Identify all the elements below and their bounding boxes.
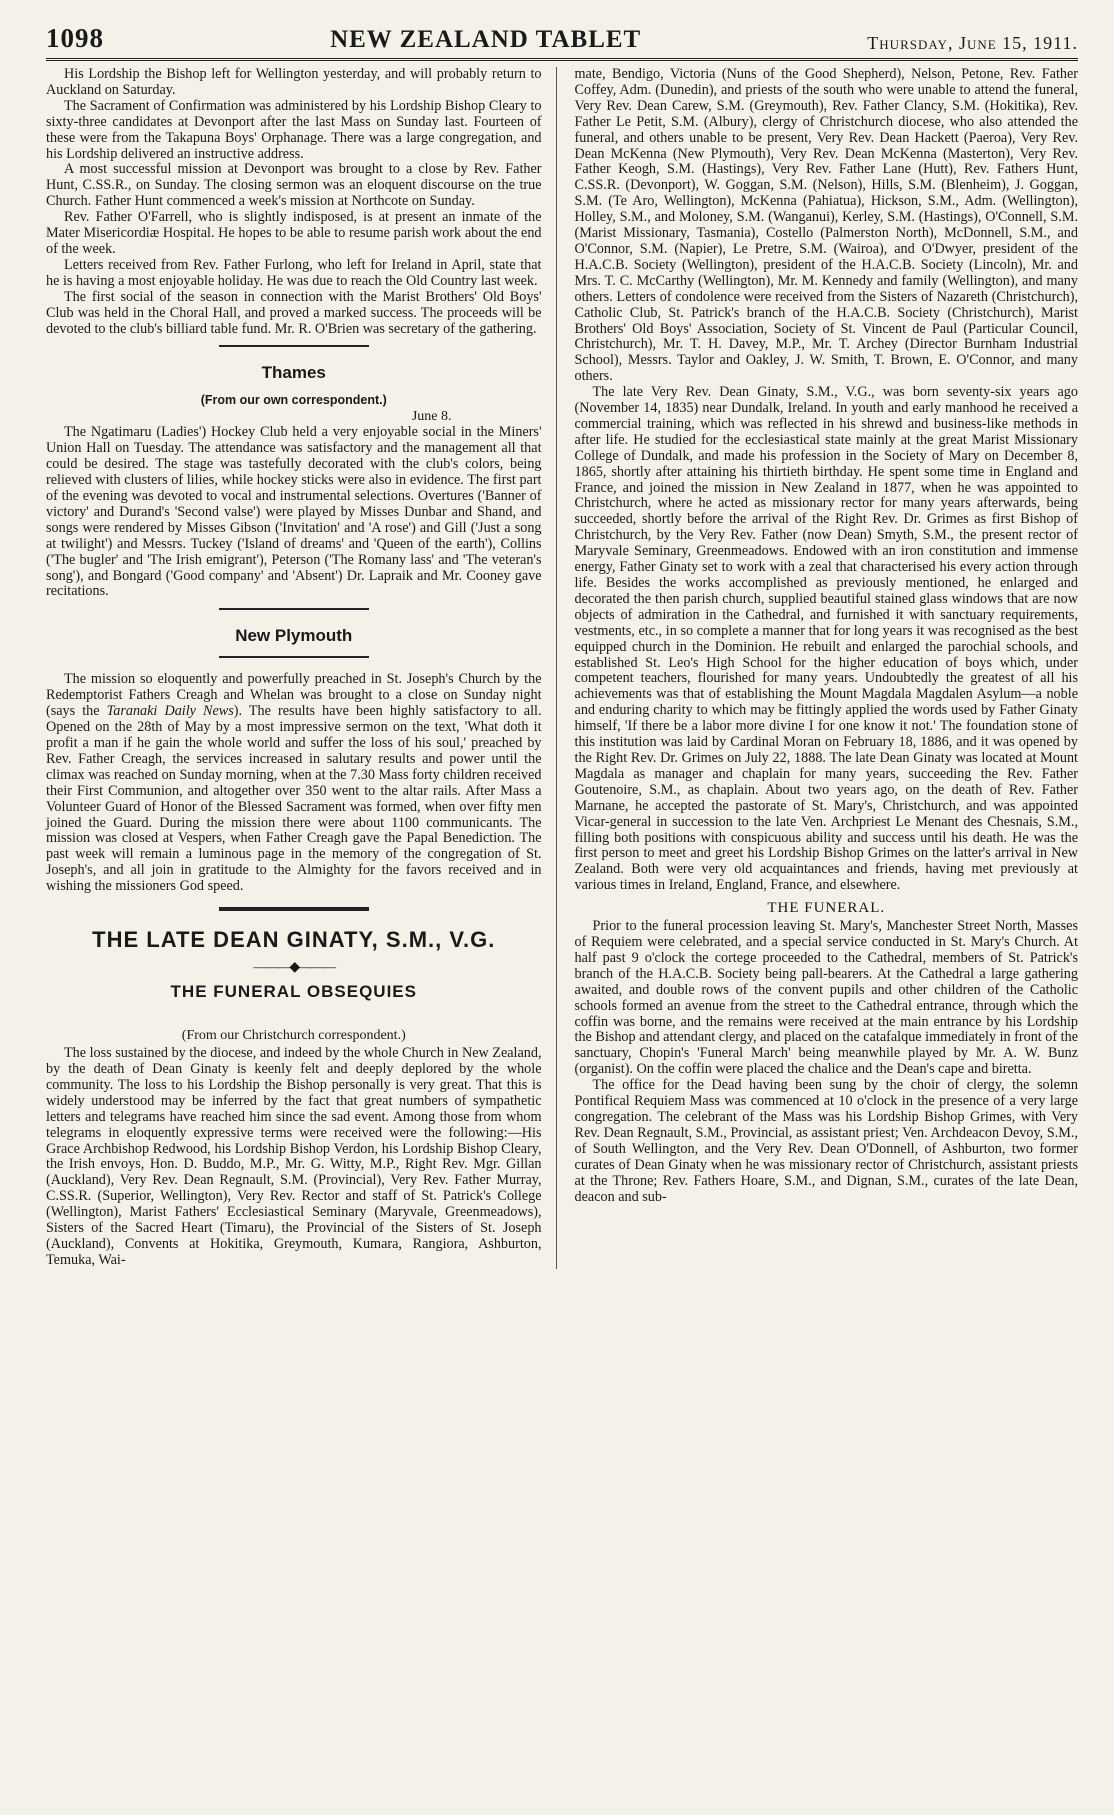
paragraph: Prior to the funeral procession leaving St. Mary's, Manchester Street North, Masses of Requiem were celebrated, and a special service conducted in St. Mary's Church. At half past 9 o'clock the cortege proceeded to the Cathedral, members of St. Patrick's branch of the H.A.C.B. Society being pall-bearers. At the Cathedral a large gathering awaited, and double rows of the convent pupils and other children of the Catholic schools formed an avenue from the street to the Cathedral entrance, through which the coffin was borne, and the remains were received at the main entrance by his Lordship the Bishop and attendant clergy, and placed on the catafalque immediately in front of the sanctuary, Chopin's 'Funeral March' being meanwhile played by Mr. A. W. Bunz (organist). On the coffin were placed the chalice and the Dean's cape and biretta. bbox=[574, 918, 1078, 1078]
masthead bbox=[46, 20, 1078, 61]
subheading-funeral: THE FUNERAL. bbox=[767, 900, 886, 917]
paragraph: mate, Bendigo, Victoria (Nuns of the Good Shepherd), Nelson, Petone, Rev. Father Coffey, Adm. (Dunedin), and priests of the south who were unable to attend the funeral, Very Rev. Dean Carew, S.M. (Greymouth), Rev. Father Clancy, S.M. (Hokitika), Rev. Father Le Petit, S.M. (Albury), clergy of Christchurch diocese, who also attended the funeral, and others unable to be present, Very Rev. Dean Hackett (Paeroa), Very Rev. Dean McKenna (New Plymouth), Very Rev. Dean McKenna (Masterton), Very Rev. Father Keogh, S.M. (Hastings), Very Rev. Father Lane (Hutt), Rev. Fathers Hunt, C.SS.R. (Devonport), W. Goggan, S.M. (Nelson), Hills, S.M. (Blenheim), J. Goggan, S.M. (Te Aro, Wellington), McKenna (Pahiatua), Hickson, S.M., Adm. (Wellington), Holley, S.M., and Moloney, S.M. (Wanganui), Kerley, S.M. (Hastings), O'Connell, S.M. (Marist Missionary, Tasmania), Costello (Palmerston North), McDonnell, S.M., and O'Connor, S.M. (Napier), Le Pretre, S.M. (Wairoa), and O'Dwyer, president of the H.A.C.B. Society (Wellington), president of the H.A.C.B. Society (Lincoln), Mr. and Mrs. T. C. McCarthy (Wellington), Mr. M. Kennedy and family (Wellington), and many others. Letters of condolence were received from the Sisters of Nazareth (Christchurch), Catholic Club, St. Patrick's branch of the H.A.C.B. Society (Christchurch), Marist Brothers' Old Boys' Association, Society of St. Vincent de Paul (Particular Council, Christchurch), Mr. T. H. Davey, M.P., Mr. T. Archey (Director Burnham Industrial School), Messrs. Taylor and Oakley, J. W. Smith, T. Brown, E. O'Connor, and many others. bbox=[574, 66, 1078, 385]
page-number: 1098 bbox=[46, 23, 104, 53]
columns bbox=[46, 67, 1078, 1269]
left-column bbox=[46, 67, 557, 1269]
paragraph: A most successful mission at Devonport was brought to a close by Rev. Father Hunt, C.SS.R., on Sunday. The closing sermon was an eloquent discourse on the true Church. Father Hunt commenced a week's mission at Northcote on Sunday. bbox=[46, 161, 542, 210]
newspaper-title: NEW ZEALAND TABLET bbox=[330, 26, 642, 53]
right-column bbox=[575, 67, 1078, 1269]
paragraph: The first social of the season in connection with the Marist Brothers' Old Boys' Club was held in the Choral Hall, and proved a marked success. The proceeds will be devoted to the club's billiard table fund. Mr. R. O'Brien was secretary of the gathering. bbox=[46, 288, 542, 337]
section-heading-new-plymouth: New Plymouth bbox=[235, 626, 353, 646]
paragraph: Rev. Father O'Farrell, who is slightly indisposed, is at present an inmate of the Mater Misericordiæ Hospital. He hopes to be able to resume parish work about the end of the week. bbox=[46, 209, 542, 257]
paragraph: The mission so eloquently and powerfully preached in St. Joseph's Church by the Redemptorist Fathers Creagh and Whelan was brought to a close on Sunday night (says the Taranaki Daily News). The results have been highly satisfactory to all. Opened on the 28th of May by a most impressive sermon on the text, 'What doth it profit a man if he gain the whole world and suffer the loss of his soul,' preached by Rev. Father Creagh, the services increased in salutary results and power until the climax was reached on Sunday morning, when at the 7.30 Mass forty children received their First Communion, and altogether over 350 went to the altar rails. After Mass a Volunteer Guard of Honor of the Blessed Sacrament was formed, when over fifty men joined the Guard. During the mission there were about 1100 communicants. The mission was closed at Vespers, when Father Creagh gave the Papal Benediction. The past week will remain a luminous page in the memory of the congregation of St. Joseph's, and all join in gratitude to the Almighty for the favors received and in wishing the missioners God speed. bbox=[46, 671, 542, 895]
article-title: THE LATE DEAN GINATY, S.M., V.G. bbox=[92, 927, 496, 953]
paragraph: The Ngatimaru (Ladies') Hockey Club held a very enjoyable social in the Miners' Union Hall on Tuesday. The attendance was satisfactory and the management all that could be desired. The stage was tastefully decorated with the club's colors, being relieved with clusters of lilies, while hockey sticks were also in evidence. The first part of the evening was devoted to vocal and instrumental selections. Overtures ('Banner of victory' and Durand's 'Second valse') were played by Misses Dunbar and Shand, and songs were rendered by Misses Gibson ('Invitation' and 'A rose') and Gill ('Just a song at twilight') and Messrs. Tuckey ('Island of dreams' and 'Queen of the earth'), Collins ('The bugler' and 'The Irish emigrant'), Peterson ('The Romany lass' and 'The veteran's song'), and Bongard ('Good company' and 'Absent') Dr. Lapraik and Mr. Cooney gave recitations. bbox=[46, 424, 542, 600]
paragraph: The office for the Dead having been sung by the choir of clergy, the solemn Pontifical Requiem Mass was commenced at 10 o'clock in the presence of a very large congregation. The celebrant of the Mass was his Lordship Bishop Grimes, with Very Rev. Dean Regnault, S.M., Provincial, as assistant priest; Ven. Archdeacon Devoy, S.M., of South Wellington, and the Very Rev. Dean O'Donnell, of Ashburton, two former curates of Dean Ginaty when he was missionary rector of Christchurch, assistant priests at the Throne; Rev. Fathers Hoare, S.M., and Dignan, S.M., curates of the late Dean, deacon and sub- bbox=[574, 1077, 1078, 1205]
paragraph: The loss sustained by the diocese, and indeed by the whole Church in New Zealand, by the death of Dean Ginaty is keenly felt and deeply deplored by the whole community. The loss to his Lordship the Bishop personally is very great. That this is widely understood may be inferred by the fact that great numbers of sympathetic letters and telegrams have reached him since the sad event. Among those from whom telegrams in eloquently expressive terms were received were the following:—His Grace Archbishop Redwood, his Lordship Bishop Verdon, his Lordship Bishop Cleary, the Irish envoys, Hon. D. Buddo, M.P., Mr. G. Witty, M.P., Right Rev. Mgr. Gillan (Auckland), Very Rev. Dean Regnault, S.M. (Provincial), Very Rev. Father Murray, C.SS.R. (Superior, Wellington), Very Rev. Rector and staff of St. Patrick's College (Wellington), Marist Fathers' Ecclesiastical Seminary (Maryvale, Greenmeadows), Sisters of the Sacred Heart (Timaru), the Provincial of the Sisters of St. Joseph (Auckland), Convents at Hokitika, Greymouth, Kumara, Rangiora, Ashburton, Temuka, Wai- bbox=[46, 1045, 542, 1268]
correspondent-line: (From our own correspondent.) bbox=[200, 393, 387, 408]
issue-date: Thursday, June 15, 1911. bbox=[867, 33, 1078, 53]
dateline: June 8. bbox=[411, 409, 452, 425]
section-divider bbox=[219, 345, 369, 347]
newspaper-name: Taranaki Daily News bbox=[106, 703, 234, 720]
section-heading-thames: Thames bbox=[261, 363, 326, 383]
paragraph: The Sacrament of Confirmation was administered by his Lordship Bishop Cleary to sixty-three candidates at Devonport after the last Mass on Sunday last. Fourteen of these were from the Takapuna Boys' Orphanage. There was a large congregation, and his Lordship delivered an instructive address. bbox=[46, 97, 542, 162]
article-divider bbox=[219, 907, 369, 911]
article-subtitle: THE FUNERAL OBSEQUIES bbox=[170, 982, 417, 1002]
correspondent-line: (From our Christchurch correspondent.) bbox=[181, 1028, 406, 1044]
paragraph: The late Very Rev. Dean Ginaty, S.M., V.G., was born seventy-six years ago (November 14, 1835) near Dundalk, Ireland. In youth and early manhood he received a commercial training, which was reflected in his shrewd and business-like methods in after life. He studied for the ecclesiastical state mainly at the great Marist Missionary College of Dundalk, and made his profession in the Society of Mary on December 8, 1865, shortly after attaining his thirtieth birthday. He spent some time in England and France, and joined the mission in New Zealand in 1877, when he was appointed to Christchurch, where he acted as missionary rector for many years afterwards, being succeeded, shortly before the arrival of the Right Rev. Dr. Grimes as first Bishop of Christchurch, by the Very Rev. Father (now Dean) Smyth, S.M., the present rector of Maryvale Seminary, Greenmeadows. Endowed with an iron constitution and immense energy, Father Ginaty set to work with a zeal that characterised his every action through life. Besides the works accomplished as previously mentioned, he enlarged and decorated the then parish church, supplied beautiful stained glass windows that are now objects of admiration in the Cathedral, and furnished it with sanctuary requirements, vestments, etc., in so complete a manner that for long years it was recognised as the best equipped church in the Dominion. He rebuilt and enlarged the parochial schools, and established St. Leo's High School for the higher education of boys which, under competent teachers, flourished for many years. Undoubtedly the greatest of all his achievements was that of establishing the Mount Magdala Magdalen Asylum—a noble and enduring charity to which may be fittingly applied the words used by Father Ginaty himself, 'If there be a labor more divine I for one know it not.' The foundation stone of this institution was laid by Cardinal Moran on February 18, 1886, and it was opened by the Right Rev. Dr. Grimes on July 22, 1888. The late Dean Ginaty was located at Mount Magdala as manager and chaplain for many years, succeeding the Rev. Father Goutenoire, S.M., as chaplain. About two years ago, on the death of Rev. Father Marnane, he accepted the pastorate of St. Mary's, Christchurch, and was appointed Vicar-general in succession to the late Ven. Archpriest Le Menant des Chesnais, S.M., filling both positions with conspicuous ability and success until his death. He was the first person to meet and greet his Lordship Bishop Grimes on the latter's arrival in New Zealand. Both were very old acquaintances and friends, having met previously at various times in Ireland, England, France, and elsewhere. bbox=[574, 384, 1078, 894]
ornament-divider: ———◆——— bbox=[253, 960, 335, 976]
paragraph: Letters received from Rev. Father Furlong, who left for Ireland in April, state that he is having a most enjoyable holiday. He was due to reach the Old Country last week. bbox=[46, 256, 542, 289]
section-divider bbox=[219, 608, 369, 610]
section-divider bbox=[219, 656, 369, 658]
paragraph: His Lordship the Bishop left for Wellington yesterday, and will probably return to Auckland on Saturday. bbox=[46, 66, 542, 98]
